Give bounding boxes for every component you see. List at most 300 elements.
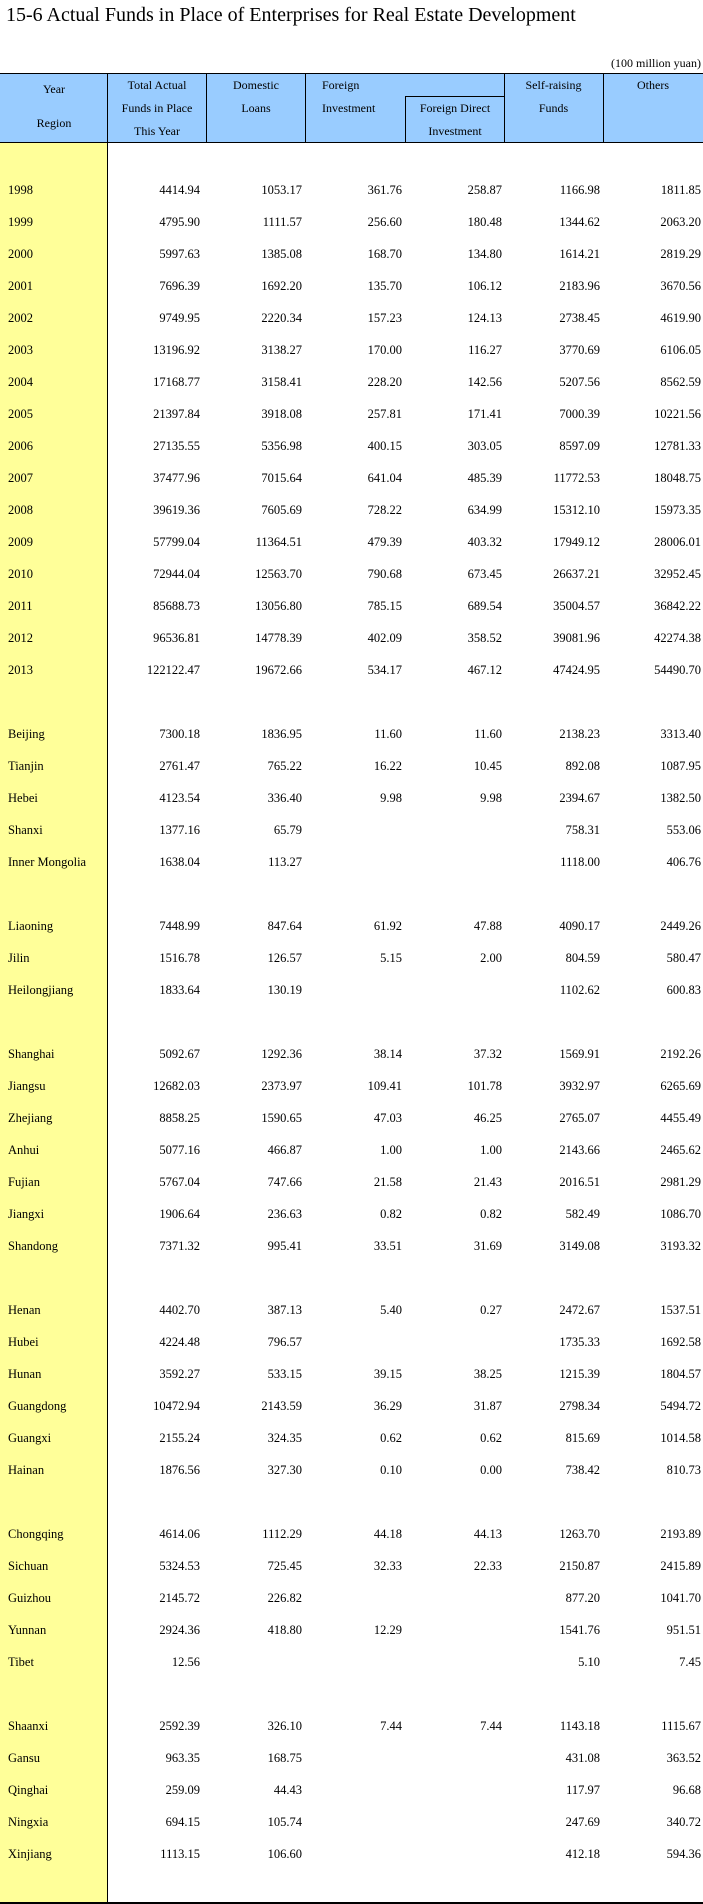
cell-domestic-loans: 387.13 [267,1303,302,1317]
cell-others: 580.47 [666,951,701,965]
year-row [0,590,703,622]
cell-foreign-direct: 2.00 [480,951,502,965]
cell-others: 96.68 [672,1783,701,1797]
region-label: Guangxi [8,1431,52,1445]
header-foreign [306,74,406,142]
cell-self-raising: 1735.33 [559,1335,600,1349]
cell-domestic-loans: 1112.29 [262,1527,302,1541]
region-row [0,1134,703,1166]
region-label: Liaoning [8,919,54,933]
cell-foreign-investment: 534.17 [367,663,402,677]
year-row [0,302,703,334]
cell-total: 4795.90 [159,215,200,229]
cell-foreign-investment: 44.18 [373,1527,402,1541]
cell-total: 39619.36 [153,503,200,517]
cell-others: 363.52 [666,1751,701,1765]
region-row [0,1038,703,1070]
cell-foreign-direct: 47.88 [473,919,502,933]
cell-foreign-direct: 0.62 [480,1431,502,1445]
cell-self-raising: 1569.91 [559,1047,600,1061]
header-self-line2: Funds [538,101,569,115]
cell-foreign-direct: 134.80 [467,247,502,261]
cell-domestic-loans: 113.27 [268,855,302,869]
cell-others: 340.72 [666,1815,701,1829]
cell-foreign-direct: 180.48 [467,215,502,229]
cell-domestic-loans: 12563.70 [255,567,302,581]
cell-others: 42274.38 [654,631,701,645]
year-row [0,174,703,206]
cell-total: 2155.24 [159,1431,200,1445]
region-row [0,1070,703,1102]
cell-total: 1638.04 [159,855,200,869]
cell-foreign-direct: 0.27 [480,1303,502,1317]
cell-domestic-loans: 13056.80 [255,599,302,613]
region-label: Beijing [8,727,45,741]
cell-others: 1692.58 [660,1335,701,1349]
cell-self-raising: 1166.98 [559,183,600,197]
region-label: Shaanxi [8,1719,49,1733]
cell-others: 553.06 [666,823,701,837]
year-label: 2006 [8,439,33,453]
cell-self-raising: 17949.12 [553,535,600,549]
cell-total: 2592.39 [159,1719,200,1733]
cell-foreign-investment: 9.98 [380,791,402,805]
cell-total: 259.09 [165,1783,200,1797]
cell-foreign-investment: 5.15 [380,951,402,965]
year-label: 2002 [8,311,33,325]
cell-self-raising: 15312.10 [553,503,600,517]
cell-foreign-investment: 0.62 [380,1431,402,1445]
cell-foreign-investment: 16.22 [373,759,402,773]
cell-self-raising: 2138.23 [559,727,600,741]
cell-domestic-loans: 1053.17 [261,183,302,197]
cell-self-raising: 4090.17 [559,919,600,933]
header-fdi-divider [405,96,406,143]
cell-total: 7371.32 [159,1239,200,1253]
header-divider-4 [603,73,604,143]
cell-domestic-loans: 2220.34 [261,311,302,325]
cell-domestic-loans: 466.87 [267,1143,302,1157]
cell-total: 4414.94 [159,183,200,197]
cell-self-raising: 26637.21 [553,567,600,581]
cell-self-raising: 892.08 [565,759,600,773]
cell-others: 3670.56 [660,279,701,293]
cell-self-raising: 35004.57 [553,599,600,613]
cell-total: 7300.18 [159,727,200,741]
cell-total: 12682.03 [153,1079,200,1093]
cell-domestic-loans: 796.57 [267,1335,302,1349]
cell-others: 6106.05 [660,343,701,357]
cell-others: 1382.50 [660,791,701,805]
cell-self-raising: 2472.67 [559,1303,600,1317]
cell-others: 2192.26 [660,1047,701,1061]
cell-foreign-direct: 22.33 [473,1559,502,1573]
cell-foreign-investment: 785.15 [367,599,402,613]
cell-domestic-loans: 126.57 [267,951,302,965]
region-label: Shanxi [8,823,43,837]
cell-foreign-direct: 10.45 [473,759,502,773]
cell-self-raising: 2150.87 [559,1559,600,1573]
cell-foreign-direct: 101.78 [467,1079,502,1093]
cell-others: 4619.90 [660,311,701,325]
cell-domestic-loans: 1292.36 [261,1047,302,1061]
cell-foreign-investment: 11.60 [374,727,402,741]
year-row [0,366,703,398]
cell-total: 85688.73 [153,599,200,613]
cell-foreign-direct: 11.60 [474,727,502,741]
region-label: Anhui [8,1143,40,1157]
cell-others: 1804.57 [660,1367,701,1381]
cell-foreign-direct: 46.25 [473,1111,502,1125]
cell-foreign-investment: 728.22 [367,503,402,517]
cell-domestic-loans: 336.40 [267,791,302,805]
cell-total: 10472.94 [153,1399,200,1413]
cell-total: 37477.96 [153,471,200,485]
region-row [0,1742,703,1774]
cell-total: 5767.04 [159,1175,200,1189]
cell-foreign-investment: 170.00 [367,343,402,357]
cell-foreign-investment: 12.29 [373,1623,402,1637]
cell-domestic-loans: 226.82 [267,1591,302,1605]
year-label: 2013 [8,663,33,677]
region-row [0,1550,703,1582]
cell-domestic-loans: 5356.98 [261,439,302,453]
region-label: Hunan [8,1367,42,1381]
cell-self-raising: 8597.09 [559,439,600,453]
year-label: 2004 [8,375,33,389]
header-fdi-line1: Foreign Direct [419,101,491,115]
region-row [0,1422,703,1454]
cell-others: 3193.32 [660,1239,701,1253]
cell-foreign-direct: 106.12 [467,279,502,293]
cell-foreign-investment: 47.03 [373,1111,402,1125]
cell-total: 2924.36 [159,1623,200,1637]
cell-foreign-direct: 124.13 [467,311,502,325]
table-header [0,73,703,143]
cell-self-raising: 2738.45 [559,311,600,325]
cell-domestic-loans: 14778.39 [255,631,302,645]
header-domestic-line2: Loans [241,101,271,115]
cell-others: 1115.67 [661,1719,701,1733]
cell-foreign-direct: 634.99 [467,503,502,517]
cell-domestic-loans: 7015.64 [261,471,302,485]
cell-total: 21397.84 [153,407,200,421]
cell-foreign-direct: 116.27 [468,343,502,357]
cell-foreign-investment: 1.00 [380,1143,402,1157]
cell-self-raising: 247.69 [565,1815,600,1829]
year-row [0,270,703,302]
cell-self-raising: 47424.95 [553,663,600,677]
cell-total: 1833.64 [159,983,200,997]
cell-total: 4402.70 [159,1303,200,1317]
region-row [0,1230,703,1262]
cell-others: 3313.40 [660,727,701,741]
region-label: Xinjiang [8,1847,52,1861]
cell-others: 28006.01 [654,535,701,549]
cell-total: 1377.16 [159,823,200,837]
year-label: 2012 [8,631,33,645]
cell-foreign-investment: 7.44 [380,1719,402,1733]
cell-domestic-loans: 533.15 [267,1367,302,1381]
cell-foreign-investment: 0.10 [380,1463,402,1477]
header-foreign-line1: Foreign [322,78,360,92]
cell-total: 4224.48 [159,1335,200,1349]
cell-self-raising: 1118.00 [560,855,600,869]
region-label: Guizhou [8,1591,52,1605]
cell-domestic-loans: 2143.59 [261,1399,302,1413]
region-label: Heilongjiang [8,983,74,997]
data-table [0,73,703,1904]
cell-total: 5997.63 [159,247,200,261]
cell-domestic-loans: 1692.20 [261,279,302,293]
cell-total: 5324.53 [159,1559,200,1573]
cell-domestic-loans: 11364.51 [255,535,302,549]
year-row [0,238,703,270]
region-label: Jiangsu [8,1079,46,1093]
cell-foreign-investment: 402.09 [367,631,402,645]
region-label: Hainan [8,1463,45,1477]
cell-domestic-loans: 130.19 [267,983,302,997]
header-self [504,74,603,142]
cell-total: 963.35 [165,1751,200,1765]
cell-foreign-investment: 400.15 [367,439,402,453]
year-row [0,462,703,494]
cell-domestic-loans: 995.41 [267,1239,302,1253]
year-label: 1998 [8,183,33,197]
cell-domestic-loans: 7605.69 [261,503,302,517]
cell-foreign-investment: 5.40 [380,1303,402,1317]
year-label: 2005 [8,407,33,421]
year-row [0,558,703,590]
cell-self-raising: 7000.39 [559,407,600,421]
cell-others: 2819.29 [660,247,701,261]
cell-foreign-investment: 32.33 [373,1559,402,1573]
region-label: Fujian [8,1175,40,1189]
cell-self-raising: 11772.53 [553,471,600,485]
cell-self-raising: 39081.96 [553,631,600,645]
cell-others: 2981.29 [660,1175,701,1189]
cell-others: 7.45 [679,1655,701,1669]
cell-foreign-investment: 61.92 [373,919,402,933]
cell-self-raising: 431.08 [565,1751,600,1765]
cell-foreign-direct: 44.13 [473,1527,502,1541]
region-label: Ningxia [8,1815,49,1829]
cell-domestic-loans: 106.60 [267,1847,302,1861]
cell-self-raising: 758.31 [565,823,600,837]
cell-total: 4123.54 [159,791,200,805]
header-total-line3: This Year [133,124,180,138]
cell-total: 1876.56 [159,1463,200,1477]
cell-self-raising: 877.20 [565,1591,600,1605]
cell-foreign-investment: 109.41 [367,1079,402,1093]
cell-foreign-direct: 9.98 [480,791,502,805]
header-year: Year [42,82,66,96]
year-label: 2009 [8,535,33,549]
cell-others: 2063.20 [660,215,701,229]
year-row [0,622,703,654]
cell-foreign-direct: 303.05 [467,439,502,453]
cell-others: 32952.45 [654,567,701,581]
cell-domestic-loans: 847.64 [267,919,302,933]
year-row [0,430,703,462]
cell-others: 594.36 [666,1847,701,1861]
cell-total: 27135.55 [153,439,200,453]
year-row [0,526,703,558]
header-divider-1 [206,73,207,143]
region-row [0,1518,703,1550]
cell-total: 5092.67 [159,1047,200,1061]
region-label: Inner Mongolia [8,855,87,869]
header-domestic-line1: Domestic [233,78,279,92]
cell-others: 36842.22 [654,599,701,613]
region-label: Yunnan [8,1623,47,1637]
cell-domestic-loans: 168.75 [267,1751,302,1765]
cell-total: 8858.25 [159,1111,200,1125]
region-row [0,1198,703,1230]
cell-foreign-direct: 403.32 [467,535,502,549]
cell-others: 2193.89 [660,1527,701,1541]
cell-domestic-loans: 105.74 [267,1815,302,1829]
cell-self-raising: 815.69 [565,1431,600,1445]
region-row [0,1774,703,1806]
cell-others: 2415.89 [660,1559,701,1573]
cell-domestic-loans: 2373.97 [261,1079,302,1093]
cell-others: 1086.70 [660,1207,701,1221]
cell-foreign-direct: 0.82 [480,1207,502,1221]
cell-self-raising: 582.49 [565,1207,600,1221]
cell-domestic-loans: 3138.27 [261,343,302,357]
cell-self-raising: 5.10 [578,1655,600,1669]
region-label: Jilin [8,951,30,965]
region-row [0,910,703,942]
cell-total: 5077.16 [159,1143,200,1157]
region-label: Jiangxi [8,1207,45,1221]
cell-self-raising: 1102.62 [559,983,600,997]
year-label: 2008 [8,503,33,517]
cell-self-raising: 1143.18 [559,1719,600,1733]
cell-domestic-loans: 65.79 [273,823,302,837]
cell-self-raising: 3149.08 [559,1239,600,1253]
cell-self-raising: 1344.62 [559,215,600,229]
region-row [0,1710,703,1742]
region-label: Shanghai [8,1047,55,1061]
cell-others: 1014.58 [660,1431,701,1445]
year-label: 2011 [8,599,33,613]
header-others [603,74,703,142]
cell-total: 2761.47 [159,759,200,773]
region-row [0,1838,703,1870]
header-region: Region [36,116,72,130]
region-label: Henan [8,1303,41,1317]
header-fdi-line2: Investment [428,124,482,138]
cell-foreign-direct: 142.56 [467,375,502,389]
cell-total: 17168.77 [153,375,200,389]
cell-foreign-direct: 31.87 [473,1399,502,1413]
cell-total: 96536.81 [153,631,200,645]
cell-foreign-direct: 689.54 [467,599,502,613]
cell-foreign-investment: 257.81 [367,407,402,421]
region-row [0,1166,703,1198]
unit-label: (100 million yuan) [611,56,701,70]
region-label: Guangdong [8,1399,67,1413]
year-label: 2003 [8,343,33,357]
cell-foreign-investment: 157.23 [367,311,402,325]
cell-domestic-loans: 1590.65 [261,1111,302,1125]
region-label: Zhejiang [8,1111,53,1125]
cell-foreign-direct: 31.69 [473,1239,502,1253]
year-row [0,398,703,430]
cell-others: 406.76 [666,855,701,869]
cell-domestic-loans: 326.10 [267,1719,302,1733]
cell-others: 8562.59 [660,375,701,389]
cell-foreign-investment: 33.51 [373,1239,402,1253]
cell-foreign-direct: 38.25 [473,1367,502,1381]
cell-others: 1537.51 [660,1303,701,1317]
cell-foreign-investment: 641.04 [367,471,402,485]
region-row [0,1454,703,1486]
cell-domestic-loans: 1385.08 [261,247,302,261]
cell-foreign-investment: 228.20 [367,375,402,389]
cell-domestic-loans: 418.80 [267,1623,302,1637]
header-fdi [406,97,504,142]
cell-foreign-direct: 467.12 [467,663,502,677]
cell-foreign-direct: 37.32 [473,1047,502,1061]
cell-foreign-direct: 0.00 [480,1463,502,1477]
year-row [0,206,703,238]
cell-self-raising: 2183.96 [559,279,600,293]
year-row [0,494,703,526]
cell-total: 1113.15 [160,1847,200,1861]
cell-self-raising: 1541.76 [559,1623,600,1637]
cell-foreign-investment: 39.15 [373,1367,402,1381]
region-label: Hubei [8,1335,39,1349]
cell-foreign-investment: 21.58 [373,1175,402,1189]
cell-total: 13196.92 [153,343,200,357]
cell-self-raising: 5207.56 [559,375,600,389]
cell-total: 1516.78 [159,951,200,965]
region-label: Chongqing [8,1527,64,1541]
region-row [0,1294,703,1326]
cell-domestic-loans: 19672.66 [255,663,302,677]
region-row [0,974,703,1006]
cell-foreign-investment: 135.70 [367,279,402,293]
cell-foreign-direct: 7.44 [480,1719,502,1733]
cell-self-raising: 804.59 [565,951,600,965]
cell-foreign-investment: 38.14 [373,1047,402,1061]
region-row [0,718,703,750]
cell-total: 57799.04 [153,535,200,549]
cell-foreign-direct: 171.41 [467,407,502,421]
header-total [108,74,206,142]
region-label: Tianjin [8,759,44,773]
cell-others: 810.73 [666,1463,701,1477]
cell-others: 4455.49 [660,1111,701,1125]
year-label: 2010 [8,567,33,581]
region-label: Shandong [8,1239,58,1253]
cell-self-raising: 2016.51 [559,1175,600,1189]
year-row [0,654,703,686]
cell-total: 1906.64 [159,1207,200,1221]
year-label: 2000 [8,247,33,261]
cell-self-raising: 2143.66 [559,1143,600,1157]
region-label: Tibet [8,1655,34,1669]
cell-foreign-direct: 673.45 [467,567,502,581]
cell-total: 4614.06 [159,1527,200,1541]
region-row [0,1358,703,1390]
cell-total: 12.56 [171,1655,200,1669]
header-divider-3 [504,73,505,143]
header-sub-divider [406,96,504,97]
